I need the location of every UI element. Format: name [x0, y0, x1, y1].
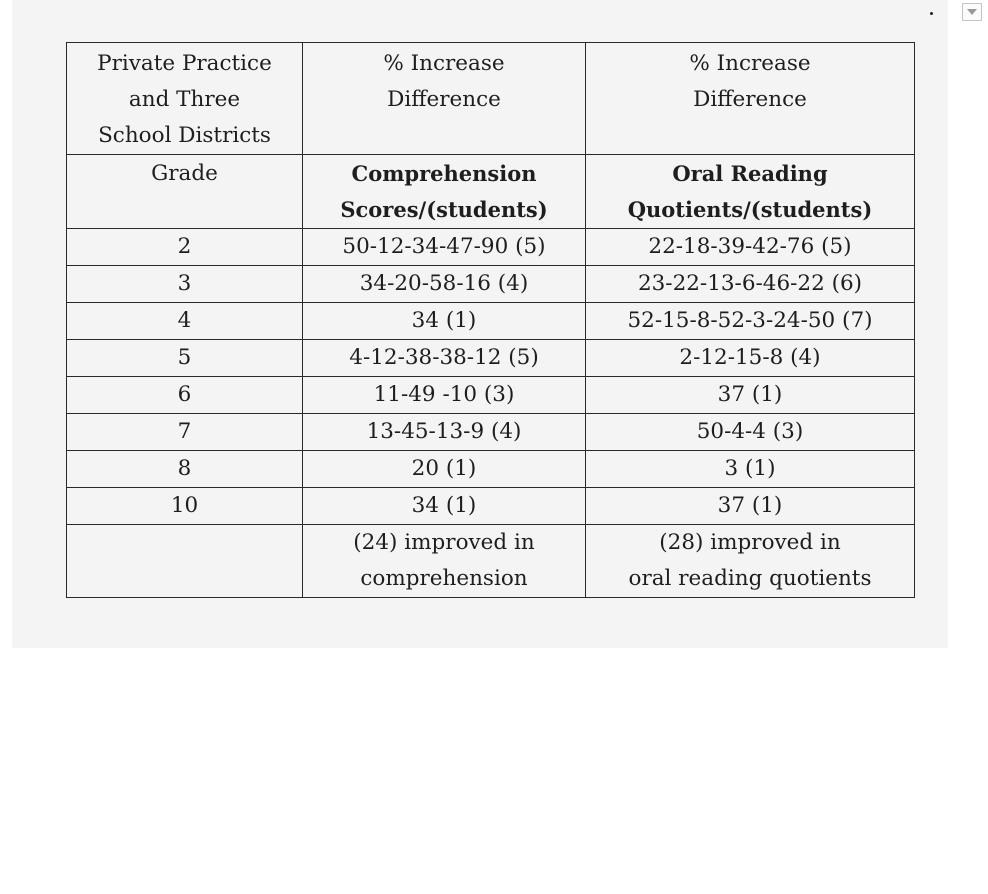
subheader-text: Grade	[151, 161, 218, 186]
oral-reading-cell: 2-12-15-8 (4)	[586, 340, 915, 377]
subheader-oral-reading	[586, 155, 915, 229]
grade-cell: 6	[67, 377, 303, 414]
oral-reading-cell: 52-15-8-52-3-24-50 (7)	[586, 303, 915, 340]
comprehension-cell: 34 (1)	[303, 303, 586, 340]
subheader-text: Quotients/(students)	[627, 197, 873, 222]
comprehension-cell: 11-49 -10 (3)	[303, 377, 586, 414]
results-table	[66, 42, 915, 598]
subheader-text: Oral Reading	[672, 161, 828, 186]
header-text: Difference	[387, 87, 501, 112]
header-text: % Increase	[689, 51, 811, 76]
summary-comprehension	[303, 525, 586, 598]
grade-cell: 8	[67, 451, 303, 488]
subheader-grade	[67, 155, 303, 229]
header-text: and Three	[128, 87, 241, 112]
oral-reading-cell: 37 (1)	[586, 377, 915, 414]
summary-empty-cell	[67, 525, 303, 598]
header-row	[67, 43, 915, 155]
scan-speck	[930, 12, 933, 15]
subheader-row	[67, 155, 915, 229]
header-text: School Districts	[98, 123, 271, 148]
subheader-text: Comprehension	[351, 161, 537, 186]
summary-text: oral reading quotients	[628, 566, 872, 591]
comprehension-cell: 4-12-38-38-12 (5)	[303, 340, 586, 377]
comprehension-cell: 34-20-58-16 (4)	[303, 266, 586, 303]
grade-cell: 7	[67, 414, 303, 451]
header-cell-comprehension	[303, 43, 586, 155]
oral-reading-cell: 50-4-4 (3)	[586, 414, 915, 451]
subheader-comprehension	[303, 155, 586, 229]
comprehension-cell: 50-12-34-47-90 (5)	[303, 229, 586, 266]
comprehension-cell: 20 (1)	[303, 451, 586, 488]
grade-cell: 5	[67, 340, 303, 377]
oral-reading-cell: 3 (1)	[586, 451, 915, 488]
table-row	[67, 451, 915, 488]
summary-text: (28) improved in	[659, 530, 841, 555]
table-row	[67, 377, 915, 414]
summary-row	[67, 525, 915, 598]
header-text: % Increase	[383, 51, 505, 76]
table-row	[67, 266, 915, 303]
summary-text: comprehension	[360, 566, 528, 591]
header-cell-group	[67, 43, 303, 155]
chevron-down-icon	[967, 9, 977, 15]
grade-cell: 3	[67, 266, 303, 303]
table-row	[67, 340, 915, 377]
grade-cell: 4	[67, 303, 303, 340]
header-text: Private Practice	[97, 51, 272, 76]
grade-cell: 2	[67, 229, 303, 266]
table-row	[67, 414, 915, 451]
header-text: Difference	[693, 87, 807, 112]
comprehension-cell: 13-45-13-9 (4)	[303, 414, 586, 451]
subheader-text: Scores/(students)	[340, 197, 548, 222]
grade-cell: 10	[67, 488, 303, 525]
summary-oral-reading	[586, 525, 915, 598]
oral-reading-cell: 23-22-13-6-46-22 (6)	[586, 266, 915, 303]
table-row	[67, 303, 915, 340]
dropdown-button[interactable]	[962, 3, 982, 21]
oral-reading-cell: 37 (1)	[586, 488, 915, 525]
oral-reading-cell: 22-18-39-42-76 (5)	[586, 229, 915, 266]
summary-text: (24) improved in	[353, 530, 535, 555]
comprehension-cell: 34 (1)	[303, 488, 586, 525]
table-row	[67, 229, 915, 266]
table-row	[67, 488, 915, 525]
header-cell-oral-reading	[586, 43, 915, 155]
